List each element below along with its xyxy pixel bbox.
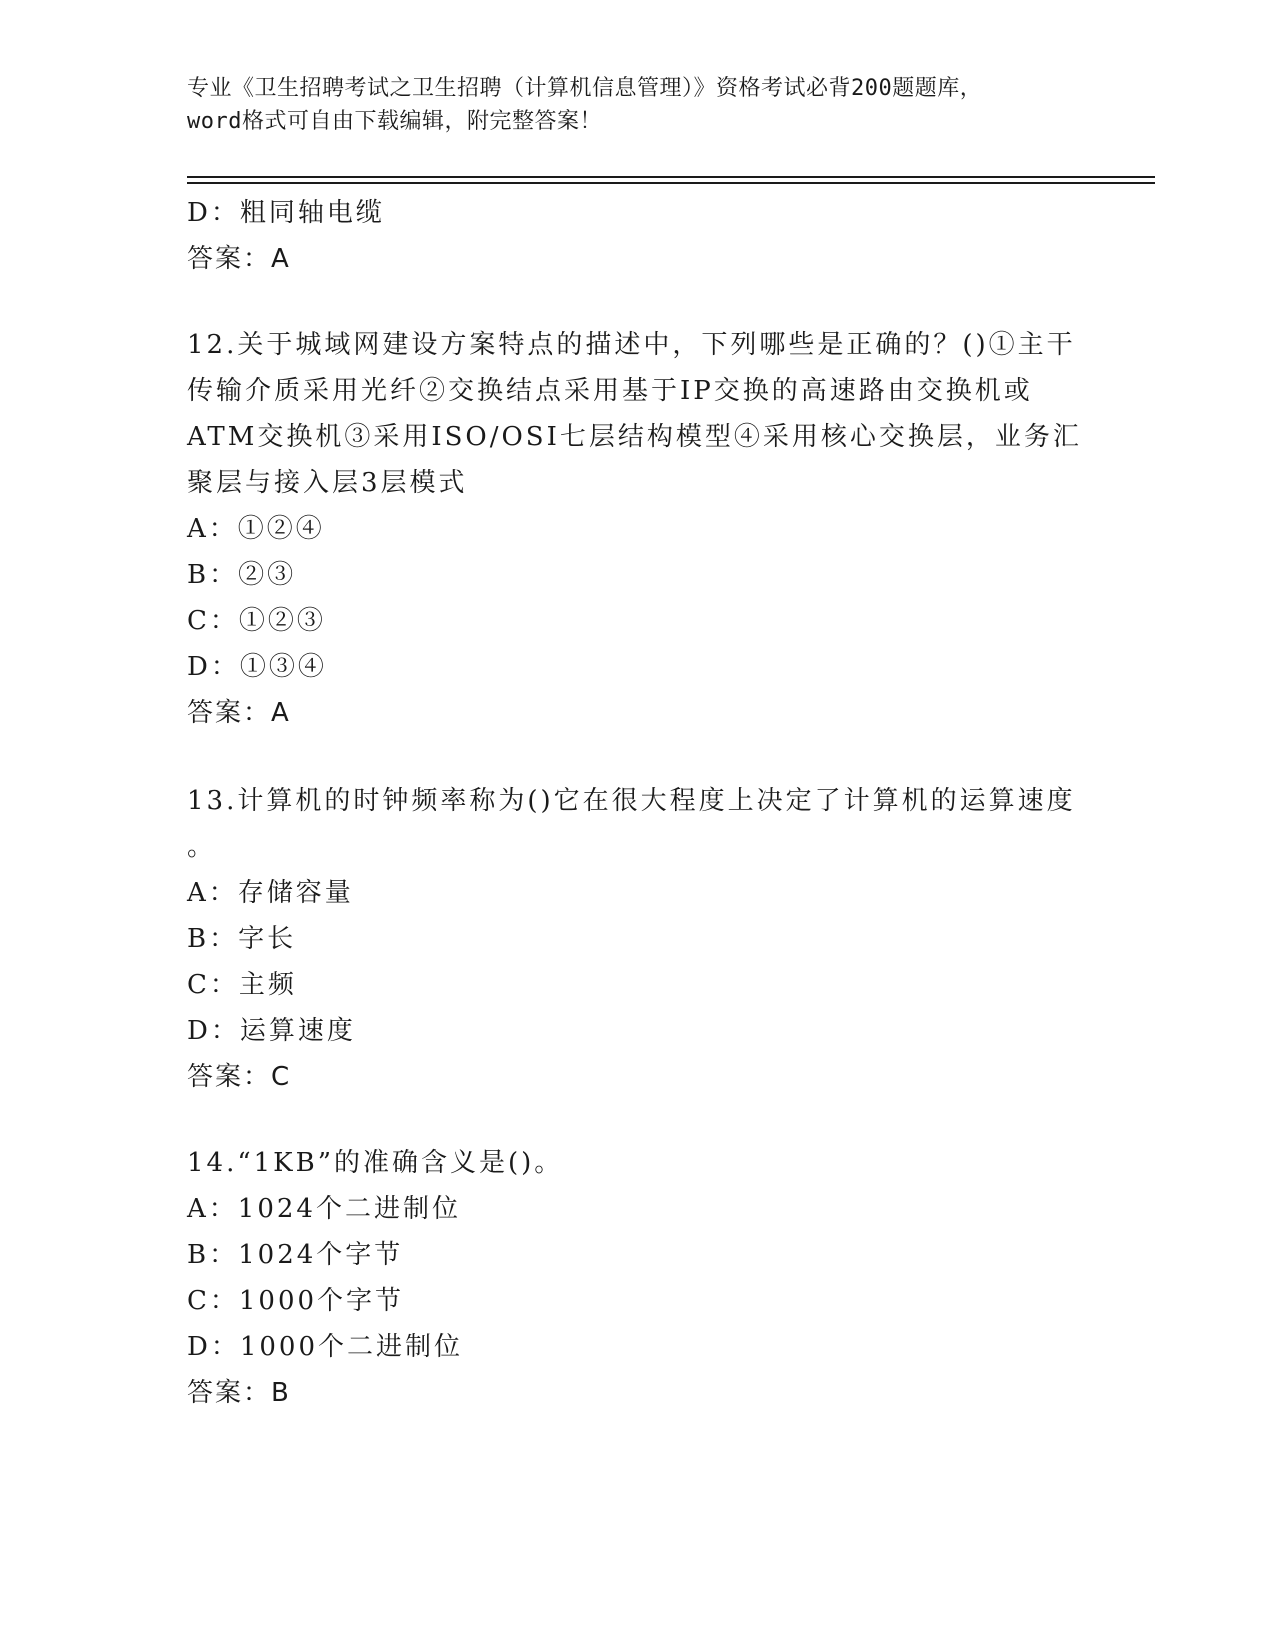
spacer xyxy=(187,282,1087,322)
option-c: C：①②③ xyxy=(187,606,326,636)
question-stem-line: 聚层与接入层3层模式 xyxy=(187,468,468,498)
question-11 xyxy=(187,190,1087,282)
question-14 xyxy=(187,1140,1087,1416)
option-a: A：①②④ xyxy=(187,514,325,544)
spacer xyxy=(187,1100,1087,1140)
answer-line: 答案：C xyxy=(187,1062,292,1092)
question-stem-line: 传输介质采用光纤②交换结点采用基于IP交换的高速路由交换机或 xyxy=(187,376,1033,406)
option-c: C：主频 xyxy=(187,970,297,1000)
option-d: D：①③④ xyxy=(187,652,327,682)
question-stem-line: 。 xyxy=(187,832,217,862)
option-d: D：粗同轴电缆 xyxy=(187,198,385,228)
answer-line: 答案：B xyxy=(187,1378,291,1408)
document-header xyxy=(187,72,1087,138)
question-stem-line: ATM交换机③采用ISO/OSI七层结构模型④采用核心交换层，业务汇 xyxy=(187,422,1082,452)
question-stem-line: 12.关于城域网建设方案特点的描述中，下列哪些是正确的？()①主干 xyxy=(187,330,1076,360)
option-b: B：字长 xyxy=(187,924,297,954)
header-divider-bottom xyxy=(187,182,1155,184)
question-12 xyxy=(187,322,1087,736)
question-list xyxy=(187,190,1087,1416)
option-d: D：1000个二进制位 xyxy=(187,1332,464,1362)
option-c: C：1000个字节 xyxy=(187,1286,405,1316)
option-a: A：1024个二进制位 xyxy=(187,1194,461,1224)
question-stem-line: 13.计算机的时钟频率称为()它在很大程度上决定了计算机的运算速度 xyxy=(187,786,1076,816)
header-title-line-2: word格式可自由下载编辑，附完整答案！ xyxy=(187,109,602,134)
option-b: B：1024个字节 xyxy=(187,1240,404,1270)
answer-line: 答案：A xyxy=(187,698,291,728)
option-a: A：存储容量 xyxy=(187,878,354,908)
header-divider-top xyxy=(187,176,1155,178)
spacer xyxy=(187,736,1087,778)
question-13 xyxy=(187,778,1087,1100)
answer-line: 答案：A xyxy=(187,244,291,274)
header-title-line-1: 专业《卫生招聘考试之卫生招聘（计算机信息管理）》资格考试必背200题题库， xyxy=(187,76,983,101)
option-b: B：②③ xyxy=(187,560,297,590)
option-d: D：运算速度 xyxy=(187,1016,356,1046)
question-stem-line: 14.“1KB”的准确含义是()。 xyxy=(187,1148,564,1178)
